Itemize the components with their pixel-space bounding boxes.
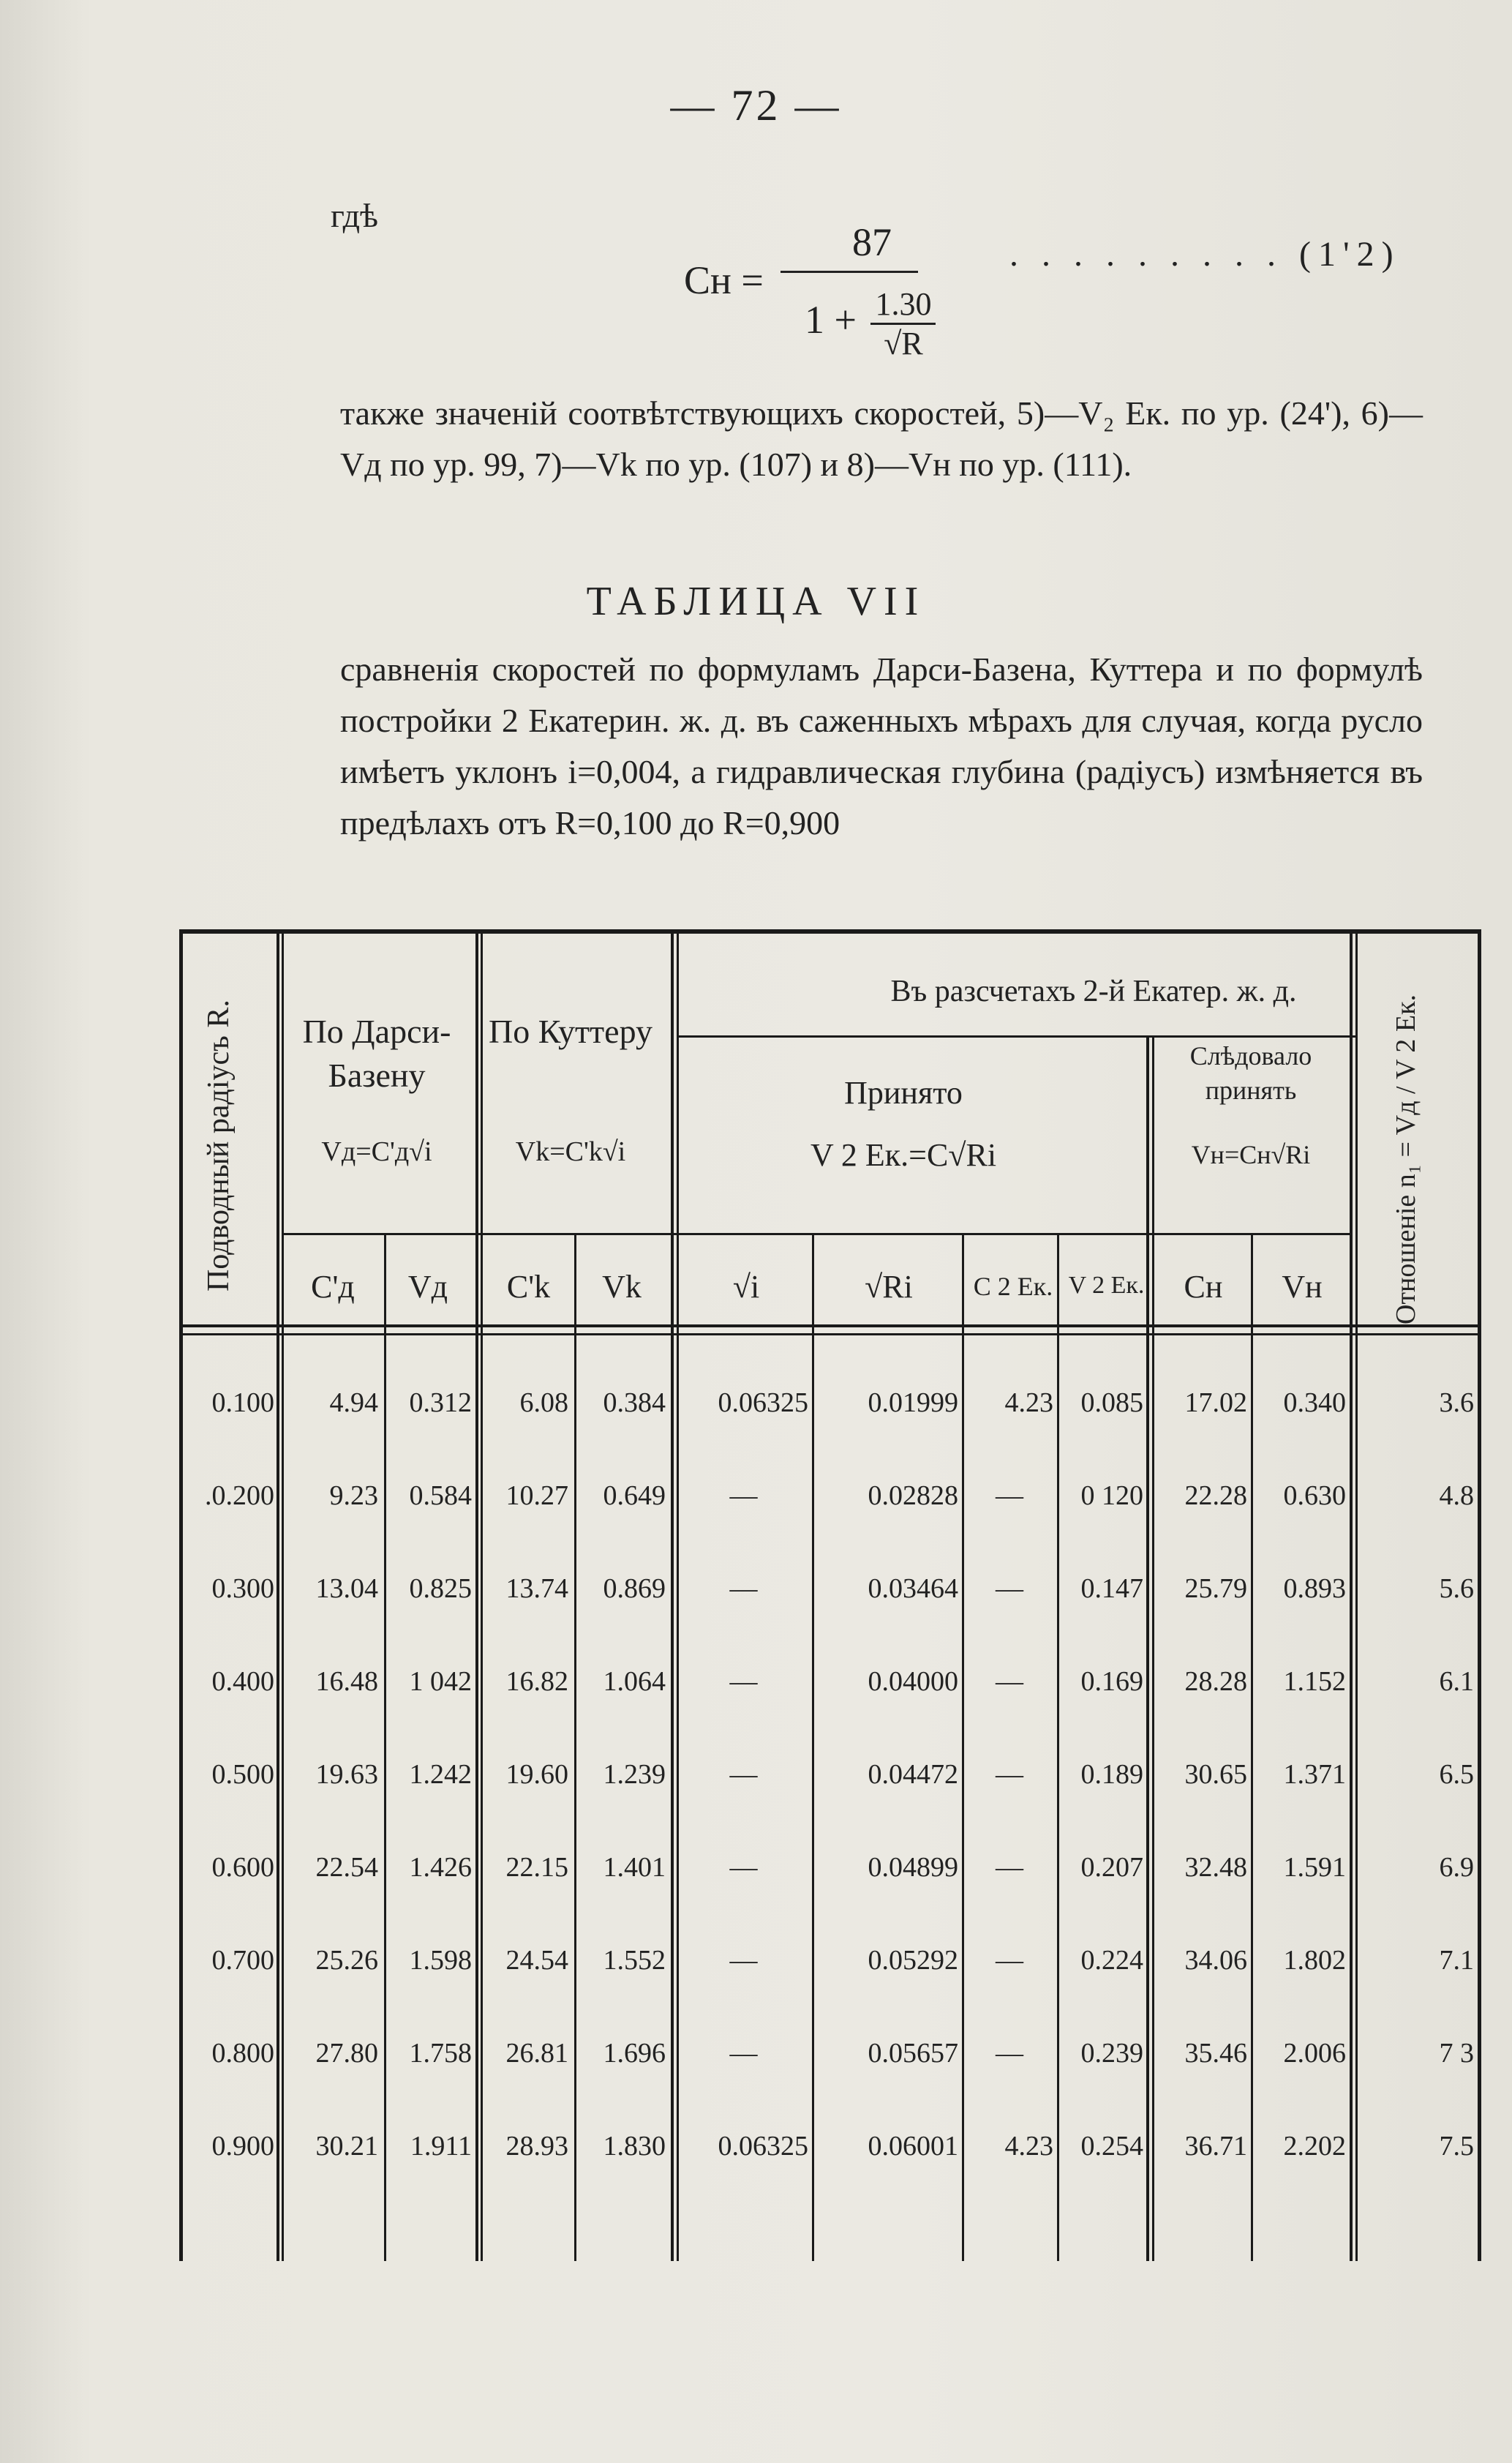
sub-header-v-n: Vн: [1282, 1269, 1323, 1305]
cell-v-d-row-5: 1.242: [409, 1759, 472, 1790]
kutter-formula: Vk=C'k√i: [515, 1136, 626, 1167]
cell-v-d-row-8: 1.758: [409, 2038, 472, 2069]
cell-c-2ek-row-5: —: [996, 1759, 1023, 1790]
formula-dots: . . . . . . . . .: [1009, 235, 1283, 274]
cell-radius-row-7: 0.700: [211, 1945, 274, 1976]
col-line-7: [962, 1233, 964, 2261]
cell-v-d-row-3: 0.825: [409, 1573, 472, 1604]
cell-sqrt-i-row-1: 0.06325: [718, 1387, 808, 1418]
cell-c-n-row-2: 22.28: [1184, 1480, 1247, 1511]
cell-v-k-row-2: 0.649: [603, 1480, 666, 1511]
col-line-12: [1478, 929, 1481, 2261]
darcy-header: По Дарси-Базену: [302, 1013, 451, 1094]
cell-sqrt-i-row-5: —: [729, 1759, 758, 1790]
cell-c-d-row-4: 16.48: [315, 1666, 378, 1697]
cell-ratio-row-4: 6.1: [1439, 1666, 1474, 1697]
cell-v-d-row-6: 1.426: [409, 1852, 472, 1883]
paragraph-velocities: также значеній соотвѣтствующихъ скоростей, 5)—V₂ Ек. по ур. (24'), 6)—Vд по ур. 99, 7)—Vk по ур. (107) и 8)—Vн по ур. (111).: [340, 394, 1423, 483]
cell-ratio-row-1: 3.6: [1439, 1387, 1474, 1418]
cell-ratio-row-7: 7.1: [1439, 1945, 1474, 1976]
cell-ratio-row-6: 6.9: [1439, 1852, 1474, 1883]
ratio-header: Отношеніе n₁ = Vд / V 2 Ек.: [1391, 994, 1421, 1324]
cell-ratio-row-9: 7.5: [1439, 2131, 1474, 2162]
cell-v-d-row-9: 1.911: [410, 2131, 472, 2162]
col-line-4: [574, 1233, 576, 2261]
col-line-9b: [1152, 1035, 1154, 2261]
accepted-header: Принято: [844, 1075, 963, 1111]
cell-v-k-row-1: 0.384: [603, 1387, 666, 1418]
should-header: Слѣдовало принять: [1189, 1041, 1312, 1105]
cell-c-d-row-6: 22.54: [315, 1852, 378, 1883]
cell-v-2ek-row-4: 0.169: [1080, 1666, 1143, 1697]
cell-v-n-row-9: 2.202: [1283, 2131, 1346, 2162]
formula-numerator: 87: [852, 220, 892, 264]
cell-radius-row-1: 0.100: [211, 1387, 274, 1418]
cell-c-k-row-4: 16.82: [505, 1666, 568, 1697]
cell-c-d-row-2: 9.23: [329, 1480, 378, 1511]
cell-c-n-row-5: 30.65: [1184, 1759, 1247, 1790]
cell-c-k-row-8: 26.81: [505, 2038, 568, 2069]
col-line-11: [1350, 929, 1353, 2261]
cell-v-d-row-1: 0.312: [409, 1387, 472, 1418]
cell-v-n-row-2: 0.630: [1283, 1480, 1346, 1511]
cell-radius-row-9: 0.900: [211, 2131, 274, 2162]
cell-v-d-row-4: 1 042: [409, 1666, 472, 1697]
table-vii: [179, 929, 1481, 2276]
cell-v-k-row-3: 0.869: [603, 1573, 666, 1604]
cell-c-k-row-1: 6.08: [519, 1387, 568, 1418]
cell-c-k-row-7: 24.54: [505, 1945, 568, 1976]
cell-c-d-row-1: 4.94: [329, 1387, 378, 1418]
cell-radius-row-4: 0.400: [211, 1666, 274, 1697]
sub-header-c-2ek: C 2 Ек.: [973, 1272, 1053, 1301]
cell-sqrt-ri-row-4: 0.04000: [868, 1666, 958, 1697]
den-frac-top: 1.30: [870, 285, 936, 325]
cell-c-2ek-row-7: —: [996, 1945, 1023, 1976]
sub-header-c-k: C'k: [506, 1269, 551, 1305]
cell-c-k-row-9: 28.93: [505, 2131, 568, 2162]
cell-c-d-row-3: 13.04: [315, 1573, 378, 1604]
cell-sqrt-i-row-7: —: [729, 1945, 758, 1976]
cell-radius-row-8: 0.800: [211, 2038, 274, 2069]
cell-sqrt-ri-row-6: 0.04899: [868, 1852, 958, 1883]
cell-sqrt-i-row-9: 0.06325: [718, 2131, 808, 2162]
accepted-formula: V 2 Ек.=C√Ri: [810, 1137, 997, 1173]
cell-c-k-row-2: 10.27: [505, 1480, 568, 1511]
cell-radius-row-2: .0.200: [205, 1480, 274, 1511]
formula-denominator: [805, 285, 936, 362]
cell-v-2ek-row-9: 0.254: [1080, 2131, 1143, 2162]
cell-v-n-row-7: 1.802: [1283, 1945, 1346, 1976]
cell-c-n-row-3: 25.79: [1184, 1573, 1247, 1604]
cell-c-2ek-row-1: 4.23: [1004, 1387, 1053, 1418]
col-line-1: [277, 929, 279, 2261]
cell-c-2ek-row-6: —: [996, 1852, 1023, 1883]
cell-c-2ek-row-9: 4.23: [1004, 2131, 1053, 2162]
cell-v-k-row-7: 1.552: [603, 1945, 666, 1976]
cell-c-n-row-4: 28.28: [1184, 1666, 1247, 1697]
cell-c-n-row-9: 36.71: [1184, 2131, 1247, 2162]
cell-v-2ek-row-1: 0.085: [1080, 1387, 1143, 1418]
col-line-5: [671, 929, 674, 2261]
page-number: — 72 —: [670, 81, 842, 130]
cell-v-d-row-2: 0.584: [409, 1480, 472, 1511]
cell-c-2ek-row-3: —: [996, 1573, 1023, 1604]
col-line-2: [384, 1233, 386, 2261]
cell-c-d-row-5: 19.63: [315, 1759, 378, 1790]
sub-header-v-2ek: V 2 Ек.: [1068, 1272, 1145, 1299]
cell-v-k-row-9: 1.830: [603, 2131, 666, 2162]
table-top-rule: [179, 929, 1481, 934]
rule-under-ekater: [677, 1035, 1357, 1038]
rule-under-header-1: [179, 1324, 1481, 1327]
cell-v-d-row-7: 1.598: [409, 1945, 472, 1976]
cell-v-2ek-row-5: 0.189: [1080, 1759, 1143, 1790]
cell-ratio-row-3: 5.6: [1439, 1573, 1474, 1604]
cell-c-k-row-3: 13.74: [505, 1573, 568, 1604]
cell-c-d-row-9: 30.21: [315, 2131, 378, 2162]
col-line-9: [1146, 1035, 1149, 2261]
cell-v-k-row-6: 1.401: [603, 1852, 666, 1883]
col-line-8: [1057, 1233, 1059, 2261]
ekater-header: Въ разсчетахъ 2-й Екатер. ж. д.: [890, 975, 1297, 1008]
col-line-10: [1251, 1233, 1253, 2261]
den-prefix: 1 +: [805, 297, 857, 342]
should-formula: Vн=Cн√Ri: [1191, 1140, 1311, 1169]
cell-v-n-row-5: 1.371: [1283, 1759, 1346, 1790]
cell-ratio-row-2: 4.8: [1439, 1480, 1474, 1511]
cell-sqrt-i-row-2: —: [729, 1480, 758, 1511]
den-frac-bottom: √R: [884, 326, 923, 361]
cell-c-n-row-1: 17.02: [1184, 1387, 1247, 1418]
sub-header-c-n: Cн: [1184, 1269, 1223, 1305]
formula-ref: (1'2): [1299, 235, 1401, 274]
cell-c-n-row-8: 35.46: [1184, 2038, 1247, 2069]
sub-header-v-k: Vk: [602, 1269, 642, 1305]
darcy-formula: Vд=C'д√i: [321, 1136, 432, 1167]
table-title: ТАБЛИЦА VII: [586, 579, 926, 624]
cell-c-k-row-5: 19.60: [505, 1759, 568, 1790]
cell-v-n-row-3: 0.893: [1283, 1573, 1346, 1604]
cell-c-2ek-row-2: —: [996, 1480, 1023, 1511]
cell-v-n-row-8: 2.006: [1283, 2038, 1346, 2069]
cell-c-k-row-6: 22.15: [505, 1852, 568, 1883]
col-line-3: [475, 929, 478, 2261]
cell-v-k-row-4: 1.064: [603, 1666, 666, 1697]
cell-v-2ek-row-6: 0.207: [1080, 1852, 1143, 1883]
cell-sqrt-ri-row-7: 0.05292: [868, 1945, 958, 1976]
cell-c-n-row-6: 32.48: [1184, 1852, 1247, 1883]
cell-v-n-row-4: 1.152: [1283, 1666, 1346, 1697]
cell-c-2ek-row-8: —: [996, 2038, 1023, 2069]
cell-radius-row-6: 0.600: [211, 1852, 274, 1883]
radius-header: Подводный радіусъ R.: [202, 1000, 236, 1292]
cell-radius-row-3: 0.300: [211, 1573, 274, 1604]
cell-c-2ek-row-4: —: [996, 1666, 1023, 1697]
cell-sqrt-i-row-6: —: [729, 1852, 758, 1883]
cell-v-2ek-row-3: 0.147: [1080, 1573, 1143, 1604]
cell-sqrt-ri-row-1: 0.01999: [868, 1387, 958, 1418]
cell-sqrt-ri-row-5: 0.04472: [868, 1759, 958, 1790]
cell-sqrt-i-row-3: —: [729, 1573, 758, 1604]
sub-header-v-d: Vд: [407, 1269, 448, 1305]
cell-c-d-row-7: 25.26: [315, 1945, 378, 1976]
cell-sqrt-ri-row-3: 0.03464: [868, 1573, 958, 1604]
cell-sqrt-ri-row-8: 0.05657: [868, 2038, 958, 2069]
rule-under-header-2: [179, 1333, 1481, 1335]
cell-v-n-row-6: 1.591: [1283, 1852, 1346, 1883]
formula-leader: [1009, 234, 1401, 274]
cell-sqrt-i-row-8: —: [729, 2038, 758, 2069]
kutter-header: По Куттеру: [489, 1013, 652, 1050]
rule-under-formulas: [282, 1233, 1350, 1235]
cell-radius-row-5: 0.500: [211, 1759, 274, 1790]
den-fraction: [870, 285, 936, 362]
cell-v-2ek-row-8: 0.239: [1080, 2038, 1143, 2069]
sub-header-sqrt-ri: √Ri: [865, 1269, 913, 1305]
cell-v-k-row-5: 1.239: [603, 1759, 666, 1790]
cell-v-2ek-row-7: 0.224: [1080, 1945, 1143, 1976]
cell-sqrt-ri-row-2: 0.02828: [868, 1480, 958, 1511]
sub-header-c-d: C'д: [311, 1269, 355, 1305]
col-line-11b: [1355, 929, 1358, 2261]
table-caption: сравненія скоростей по формуламъ Дарси-Базена, Куттера и по формулѣ постройки 2 Екатерин. ж. д. въ саженныхъ мѣрахъ для случая, когда русло имѣетъ уклонъ i=0,004, а гидравлическая глубина (радіусъ) измѣняется въ предѣлахъ отъ R=0,100 до R=0,900: [340, 651, 1423, 841]
cell-ratio-row-8: 7 3: [1439, 2038, 1474, 2069]
cell-sqrt-ri-row-9: 0.06001: [868, 2131, 958, 2162]
cell-v-k-row-8: 1.696: [603, 2038, 666, 2069]
where-word: гдѣ: [331, 197, 378, 234]
cell-v-n-row-1: 0.340: [1283, 1387, 1346, 1418]
formula-lhs: Cн =: [684, 258, 764, 302]
cell-v-2ek-row-2: 0 120: [1080, 1480, 1143, 1511]
fraction-bar: [781, 271, 918, 273]
col-line-0: [179, 929, 183, 2261]
cell-c-d-row-8: 27.80: [315, 2038, 378, 2069]
cell-sqrt-i-row-4: —: [729, 1666, 758, 1697]
col-line-1b: [282, 929, 284, 2261]
sub-header-sqrt-i: √i: [732, 1269, 760, 1305]
cell-c-n-row-7: 34.06: [1184, 1945, 1247, 1976]
col-line-6: [812, 1233, 814, 2261]
cell-ratio-row-5: 6.5: [1439, 1759, 1474, 1790]
